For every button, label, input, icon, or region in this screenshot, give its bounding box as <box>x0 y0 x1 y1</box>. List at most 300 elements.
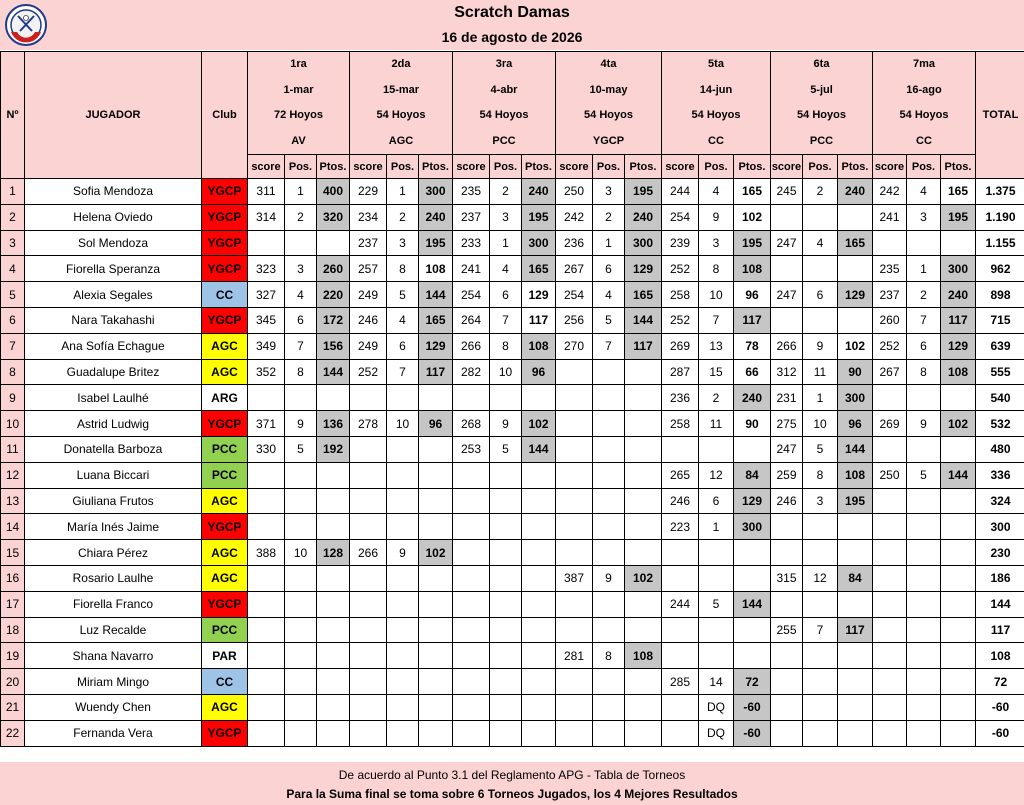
score-cell: 236 <box>662 385 699 411</box>
points-cell <box>317 591 350 617</box>
score-cell <box>453 385 490 411</box>
tournament-date: 4-abr <box>490 83 518 96</box>
score-cell: 233 <box>453 230 490 256</box>
points-cell <box>317 565 350 591</box>
position-cell: 7 <box>285 333 317 359</box>
rank-cell: 20 <box>1 669 25 695</box>
tournament-date: 10-may <box>589 83 628 96</box>
points-cell <box>419 514 453 540</box>
tournament-venue: AGC <box>388 134 414 147</box>
score-cell <box>453 643 490 669</box>
points-cell: 102 <box>625 565 662 591</box>
points-cell <box>941 230 976 256</box>
score-cell: 278 <box>350 411 387 437</box>
points-cell <box>941 436 976 462</box>
player-name: Sol Mendoza <box>25 230 202 256</box>
position-cell <box>285 720 317 746</box>
points-cell: 117 <box>419 359 453 385</box>
position-cell <box>387 591 419 617</box>
score-cell: 252 <box>662 256 699 282</box>
score-cell: 270 <box>556 333 593 359</box>
points-cell <box>941 385 976 411</box>
position-cell: 2 <box>490 179 522 205</box>
score-cell: 237 <box>873 282 907 308</box>
score-cell <box>453 514 490 540</box>
score-cell: 247 <box>771 230 803 256</box>
position-cell <box>803 669 838 695</box>
score-cell: 252 <box>873 333 907 359</box>
score-cell <box>248 462 285 488</box>
position-cell <box>387 385 419 411</box>
score-cell: 266 <box>453 333 490 359</box>
table-row <box>1 333 1024 359</box>
club-badge: YGCP <box>202 514 248 540</box>
score-cell: 275 <box>771 411 803 437</box>
score-cell: 241 <box>873 204 907 230</box>
position-cell: 6 <box>803 282 838 308</box>
score-cell: 314 <box>248 204 285 230</box>
score-cell: 323 <box>248 256 285 282</box>
position-cell: 10 <box>490 359 522 385</box>
position-cell: 6 <box>593 256 625 282</box>
points-cell <box>734 540 771 566</box>
tournament-ordinal: 6ta <box>813 58 830 70</box>
points-cell <box>522 385 556 411</box>
club-badge: YGCP <box>202 411 248 437</box>
position-cell: 6 <box>387 333 419 359</box>
position-cell: 7 <box>907 307 941 333</box>
score-cell: 252 <box>662 307 699 333</box>
score-cell: 242 <box>556 204 593 230</box>
total-cell: 230 <box>976 540 1024 566</box>
subcol-pts: Ptos. <box>625 155 662 179</box>
position-cell <box>803 307 838 333</box>
rank-cell: 9 <box>1 385 25 411</box>
points-cell <box>838 540 873 566</box>
points-cell: 108 <box>625 643 662 669</box>
points-cell: 78 <box>734 333 771 359</box>
tournament-date: 14-jun <box>699 83 733 96</box>
score-cell <box>873 591 907 617</box>
position-cell <box>387 462 419 488</box>
position-cell <box>490 540 522 566</box>
score-cell: 267 <box>556 256 593 282</box>
position-cell: 4 <box>803 230 838 256</box>
subcol-pts: Ptos. <box>317 155 350 179</box>
position-cell: 1 <box>803 385 838 411</box>
points-cell: 129 <box>734 488 771 514</box>
points-cell <box>838 591 873 617</box>
total-cell: 186 <box>976 565 1024 591</box>
score-cell: 349 <box>248 333 285 359</box>
position-cell: DQ <box>699 720 734 746</box>
position-cell <box>285 669 317 695</box>
player-name: María Inés Jaime <box>25 514 202 540</box>
points-cell: 165 <box>419 307 453 333</box>
score-cell <box>350 436 387 462</box>
table-body <box>1 179 1024 747</box>
points-cell <box>317 643 350 669</box>
position-cell <box>387 720 419 746</box>
score-cell <box>248 694 285 720</box>
points-cell <box>625 359 662 385</box>
position-cell <box>387 436 419 462</box>
player-name: Helena Oviedo <box>25 204 202 230</box>
position-cell <box>907 488 941 514</box>
position-cell: 9 <box>490 411 522 437</box>
position-cell <box>285 514 317 540</box>
score-cell <box>453 462 490 488</box>
points-cell <box>941 591 976 617</box>
subcol-pts: Ptos. <box>941 155 976 179</box>
score-cell: 254 <box>662 204 699 230</box>
tournament-venue: PCC <box>809 134 834 147</box>
score-cell: 269 <box>662 333 699 359</box>
player-name: Sofia Mendoza <box>25 179 202 205</box>
points-cell: 300 <box>734 514 771 540</box>
position-cell: 1 <box>699 514 734 540</box>
position-cell <box>285 591 317 617</box>
points-cell: 129 <box>522 282 556 308</box>
points-cell <box>317 514 350 540</box>
score-cell <box>662 540 699 566</box>
total-cell: 480 <box>976 436 1024 462</box>
position-cell <box>699 643 734 669</box>
position-cell: 3 <box>907 204 941 230</box>
points-cell: 66 <box>734 359 771 385</box>
position-cell: 3 <box>593 179 625 205</box>
score-cell <box>556 462 593 488</box>
club-badge: PCC <box>202 436 248 462</box>
club-badge: ARG <box>202 385 248 411</box>
position-cell <box>593 591 625 617</box>
score-cell: 250 <box>873 462 907 488</box>
points-cell <box>419 385 453 411</box>
score-cell <box>873 565 907 591</box>
points-cell: 96 <box>838 411 873 437</box>
score-cell <box>248 230 285 256</box>
tournament-holes: 72 Hoyos <box>274 109 323 121</box>
player-name: Luana Biccari <box>25 462 202 488</box>
score-cell <box>556 591 593 617</box>
points-cell <box>625 617 662 643</box>
club-badge: YGCP <box>202 591 248 617</box>
position-cell <box>699 436 734 462</box>
tournament-header <box>771 52 873 155</box>
position-cell: 2 <box>907 282 941 308</box>
score-cell <box>771 204 803 230</box>
position-cell <box>907 720 941 746</box>
points-cell: 195 <box>522 204 556 230</box>
points-cell <box>317 230 350 256</box>
score-cell <box>453 617 490 643</box>
score-cell: 281 <box>556 643 593 669</box>
position-cell <box>803 591 838 617</box>
score-cell: 242 <box>873 179 907 205</box>
position-cell: 11 <box>699 411 734 437</box>
score-cell: 223 <box>662 514 699 540</box>
score-cell <box>556 385 593 411</box>
score-cell: 257 <box>350 256 387 282</box>
position-cell <box>387 617 419 643</box>
score-cell <box>350 643 387 669</box>
table-row <box>1 204 1024 230</box>
table-row <box>1 540 1024 566</box>
score-cell: 267 <box>873 359 907 385</box>
score-cell: 352 <box>248 359 285 385</box>
points-cell <box>419 669 453 695</box>
score-cell <box>556 694 593 720</box>
score-cell: 254 <box>453 282 490 308</box>
table-row <box>1 488 1024 514</box>
points-cell <box>625 591 662 617</box>
score-cell <box>662 643 699 669</box>
points-cell: 144 <box>941 462 976 488</box>
col-header-club: Club <box>202 52 248 179</box>
tournament-date: 5-jul <box>810 83 833 96</box>
points-cell: 84 <box>838 565 873 591</box>
col-header-num: Nº <box>1 52 25 179</box>
points-cell <box>522 565 556 591</box>
position-cell: 9 <box>907 411 941 437</box>
points-cell <box>317 720 350 746</box>
score-cell <box>453 540 490 566</box>
points-cell: 108 <box>419 256 453 282</box>
score-cell: 315 <box>771 565 803 591</box>
points-cell: 165 <box>838 230 873 256</box>
score-cell: 371 <box>248 411 285 437</box>
subcol-pts: Ptos. <box>419 155 453 179</box>
points-cell <box>941 617 976 643</box>
tournament-venue: PCC <box>492 134 516 147</box>
position-cell: 5 <box>699 591 734 617</box>
tournament-ordinal: 3ra <box>495 58 513 70</box>
points-cell: 96 <box>734 282 771 308</box>
score-cell: 311 <box>248 179 285 205</box>
points-cell: 96 <box>522 359 556 385</box>
score-cell: 345 <box>248 307 285 333</box>
score-cell: 265 <box>662 462 699 488</box>
score-cell <box>556 514 593 540</box>
table-row <box>1 411 1024 437</box>
position-cell <box>387 643 419 669</box>
points-cell <box>734 565 771 591</box>
points-cell <box>625 720 662 746</box>
points-cell: -60 <box>734 694 771 720</box>
rank-cell: 14 <box>1 514 25 540</box>
points-cell: 144 <box>419 282 453 308</box>
position-cell <box>907 591 941 617</box>
position-cell <box>803 694 838 720</box>
position-cell <box>285 694 317 720</box>
position-cell <box>593 488 625 514</box>
score-cell: 246 <box>350 307 387 333</box>
club-badge: AGC <box>202 540 248 566</box>
score-cell <box>556 540 593 566</box>
score-cell <box>350 385 387 411</box>
points-cell <box>625 411 662 437</box>
position-cell <box>285 488 317 514</box>
rank-cell: 8 <box>1 359 25 385</box>
points-cell <box>625 385 662 411</box>
position-cell <box>907 643 941 669</box>
score-cell: 254 <box>556 282 593 308</box>
table-header-row <box>1 52 1024 155</box>
position-cell <box>593 694 625 720</box>
score-cell: 244 <box>662 591 699 617</box>
points-cell <box>419 488 453 514</box>
position-cell <box>907 230 941 256</box>
position-cell: 8 <box>285 359 317 385</box>
position-cell: 5 <box>803 436 838 462</box>
position-cell: 9 <box>699 204 734 230</box>
table-row <box>1 256 1024 282</box>
points-cell <box>419 436 453 462</box>
points-cell: 117 <box>522 307 556 333</box>
score-cell: 282 <box>453 359 490 385</box>
position-cell <box>593 385 625 411</box>
subcol-pos: Pos. <box>699 155 734 179</box>
points-cell: 300 <box>419 179 453 205</box>
points-cell <box>317 694 350 720</box>
score-cell: 236 <box>556 230 593 256</box>
score-cell: 245 <box>771 179 803 205</box>
position-cell: 8 <box>387 256 419 282</box>
total-cell: 300 <box>976 514 1024 540</box>
table-row <box>1 436 1024 462</box>
table-row <box>1 385 1024 411</box>
total-cell: 1.155 <box>976 230 1024 256</box>
points-cell: 129 <box>625 256 662 282</box>
table-row <box>1 179 1024 205</box>
score-cell <box>350 514 387 540</box>
position-cell <box>907 617 941 643</box>
position-cell: 8 <box>490 333 522 359</box>
points-cell: 156 <box>317 333 350 359</box>
tournament-header <box>453 52 556 155</box>
points-cell <box>941 669 976 695</box>
score-cell <box>873 436 907 462</box>
position-cell <box>699 617 734 643</box>
results-table <box>0 51 1024 747</box>
points-cell: 300 <box>625 230 662 256</box>
position-cell <box>387 669 419 695</box>
points-cell <box>941 694 976 720</box>
points-cell <box>625 540 662 566</box>
player-name: Fernanda Vera <box>25 720 202 746</box>
score-cell <box>771 514 803 540</box>
position-cell: 12 <box>803 565 838 591</box>
total-cell: 639 <box>976 333 1024 359</box>
position-cell: 5 <box>907 462 941 488</box>
points-cell: 220 <box>317 282 350 308</box>
position-cell: 9 <box>593 565 625 591</box>
position-cell: 1 <box>490 230 522 256</box>
score-cell: 387 <box>556 565 593 591</box>
position-cell <box>490 514 522 540</box>
points-cell <box>419 643 453 669</box>
points-cell: 108 <box>522 333 556 359</box>
points-cell: 90 <box>734 411 771 437</box>
points-cell <box>522 617 556 643</box>
position-cell <box>490 694 522 720</box>
score-cell <box>350 462 387 488</box>
rank-cell: 22 <box>1 720 25 746</box>
score-cell: 241 <box>453 256 490 282</box>
position-cell <box>387 694 419 720</box>
score-cell: 255 <box>771 617 803 643</box>
club-badge: AGC <box>202 488 248 514</box>
score-cell <box>873 643 907 669</box>
tournament-date: 1-mar <box>283 83 314 96</box>
points-cell: 240 <box>625 204 662 230</box>
score-cell: 259 <box>771 462 803 488</box>
position-cell: 1 <box>387 179 419 205</box>
score-cell: 234 <box>350 204 387 230</box>
points-cell <box>419 462 453 488</box>
position-cell <box>593 617 625 643</box>
tournament-venue: AV <box>291 134 306 147</box>
position-cell <box>387 488 419 514</box>
score-cell <box>873 669 907 695</box>
score-cell <box>453 669 490 695</box>
total-cell: 336 <box>976 462 1024 488</box>
points-cell: 72 <box>734 669 771 695</box>
points-cell <box>522 591 556 617</box>
table-row <box>1 591 1024 617</box>
tournament-venue: YGCP <box>592 134 625 147</box>
points-cell <box>941 488 976 514</box>
position-cell: 4 <box>285 282 317 308</box>
position-cell <box>907 669 941 695</box>
score-cell <box>873 694 907 720</box>
score-cell <box>662 436 699 462</box>
points-cell <box>317 462 350 488</box>
points-cell: 300 <box>838 385 873 411</box>
total-cell: 715 <box>976 307 1024 333</box>
score-cell: 249 <box>350 333 387 359</box>
position-cell: 5 <box>285 436 317 462</box>
position-cell: 8 <box>699 256 734 282</box>
total-cell: -60 <box>976 694 1024 720</box>
total-cell: 898 <box>976 282 1024 308</box>
tournament-date: 16-ago <box>906 83 942 96</box>
score-cell: 239 <box>662 230 699 256</box>
rank-cell: 6 <box>1 307 25 333</box>
points-cell <box>419 720 453 746</box>
player-name: Fiorella Franco <box>25 591 202 617</box>
subcol-score: score <box>771 155 803 179</box>
score-cell <box>771 694 803 720</box>
score-cell <box>771 591 803 617</box>
position-cell: 7 <box>699 307 734 333</box>
position-cell: 2 <box>593 204 625 230</box>
position-cell: 2 <box>699 385 734 411</box>
tournament-ordinal: 5ta <box>708 58 724 70</box>
position-cell: 1 <box>285 179 317 205</box>
points-cell <box>522 488 556 514</box>
subcol-pos: Pos. <box>490 155 522 179</box>
position-cell <box>490 591 522 617</box>
position-cell <box>803 204 838 230</box>
position-cell <box>285 230 317 256</box>
score-cell <box>248 385 285 411</box>
rank-cell: 5 <box>1 282 25 308</box>
total-cell: 532 <box>976 411 1024 437</box>
position-cell: 15 <box>699 359 734 385</box>
points-cell: 102 <box>941 411 976 437</box>
position-cell: 2 <box>387 204 419 230</box>
